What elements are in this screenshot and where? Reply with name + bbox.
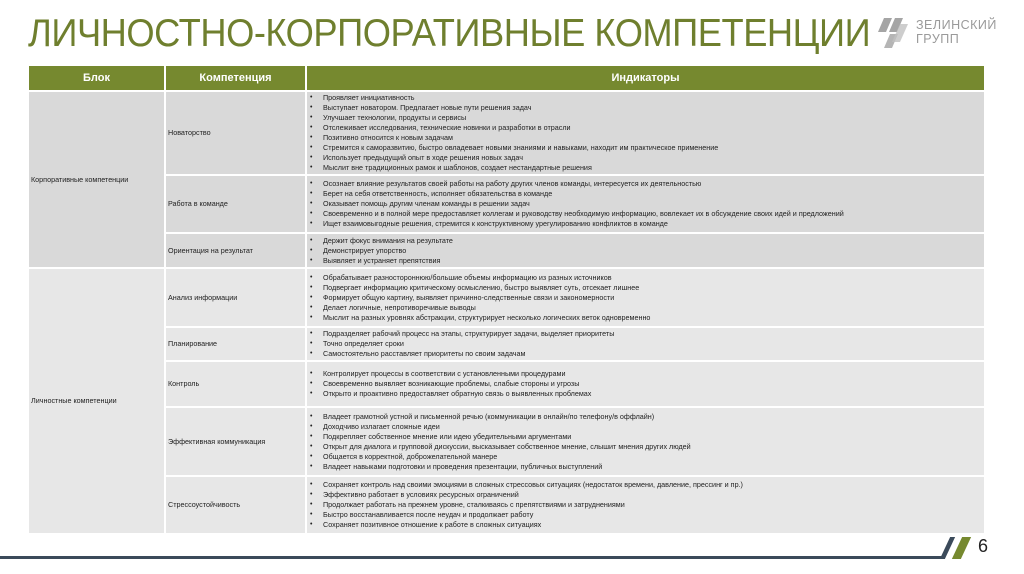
indicator-item: • Ищет взаимовыгодные решения, стремится к конструктивному урегулированию конфликтов в команде	[309, 219, 982, 229]
indicator-item: • Позитивно относится к новым задачам	[309, 133, 982, 143]
indicator-item: • Выступает новатором. Предлагает новые пути решения задач	[309, 103, 982, 113]
logo-mark-icon	[878, 16, 912, 50]
company-logo	[878, 14, 1018, 54]
indicator-list	[309, 411, 982, 473]
indicator-item: • Быстро восстанавливается после неудач и продолжает работу	[309, 510, 982, 520]
block-cell: Личностные компетенции	[28, 268, 165, 534]
indicator-item: • Демонстрирует упорство	[309, 246, 982, 256]
indicator-item: • Улучшает технологии, продукты и сервисы	[309, 113, 982, 123]
indicator-item: • Эффективно работает в условиях ресурсных ограничений	[309, 490, 982, 500]
competency-cell: Работа в команде	[165, 175, 306, 233]
indicator-item: • Самостоятельно расставляет приоритеты по своим задачам	[309, 349, 982, 359]
indicator-item: • Берет на себя ответственность, исполняет обязательства в команде	[309, 189, 982, 199]
indicator-item: • Подвергает информацию критическому осмыслению, быстро выявляет суть, отсекает лишнее	[309, 283, 982, 293]
indicator-item: • Владеет навыками подготовки и проведения презентации, публичных выступлений	[309, 462, 982, 472]
indicator-list	[309, 328, 982, 360]
competency-cell: Контроль	[165, 361, 306, 407]
indicator-item: • Осознает влияние результатов своей работы на работу других членов команды, интересуется их деятельностью	[309, 179, 982, 189]
table-row	[28, 233, 985, 268]
indicator-item: • Выявляет и устраняет препятствия	[309, 256, 982, 266]
indicators-cell	[306, 268, 985, 327]
table-row	[28, 91, 985, 175]
indicators-cell	[306, 233, 985, 268]
indicator-item: • Сохраняет контроль над своими эмоциями в сложных стрессовых ситуациях (недостаток времени, давление, прессинг и пр.)	[309, 480, 982, 490]
indicator-item: • Контролирует процессы в соответствии с установленными процедурами	[309, 369, 982, 379]
indicator-item: • Доходчиво излагает сложные идеи	[309, 422, 982, 432]
footer-divider	[0, 556, 945, 559]
table-row	[28, 268, 985, 327]
page-title: ЛИЧНОСТНО-КОРПОРАТИВНЫЕ КОМПЕТЕНЦИИ	[28, 12, 871, 55]
indicator-item: • Делает логичные, непротиворечивые выводы	[309, 303, 982, 313]
competency-cell: Стрессоустойчивость	[165, 476, 306, 534]
indicator-item: • Мыслит на разных уровнях абстракции, структурирует несколько логических веток одновременно	[309, 313, 982, 323]
indicator-list	[309, 479, 982, 531]
competency-cell: Планирование	[165, 327, 306, 361]
indicator-item: • Обрабатывает разностороннюю/большие объемы информацию из разных источников	[309, 273, 982, 283]
indicators-cell	[306, 91, 985, 175]
indicator-item: • Оказывает помощь другим членам команды в решении задач	[309, 199, 982, 209]
indicators-cell	[306, 361, 985, 407]
indicator-item: • Проявляет инициативность	[309, 93, 982, 103]
header-block: Блок	[28, 66, 165, 91]
indicator-item: • Открыто и проактивно предоставляет обратную связь о выявленных проблемах	[309, 389, 982, 399]
header-competency: Компетенция	[165, 66, 306, 91]
indicator-list	[309, 235, 982, 267]
indicator-item: • Отслеживает исследования, технические новинки и разработки в отрасли	[309, 123, 982, 133]
indicator-item: • Держит фокус внимания на результате	[309, 236, 982, 246]
indicator-item: • Общается в корректной, доброжелательной манере	[309, 452, 982, 462]
table-row	[28, 327, 985, 361]
header-indicators: Индикаторы	[306, 66, 985, 91]
indicator-item: • Подразделяет рабочий процесс на этапы, структурирует задачи, выделяет приоритеты	[309, 329, 982, 339]
table-header-row	[28, 66, 985, 91]
competency-cell: Эффективная коммуникация	[165, 407, 306, 476]
indicator-item: • Сохраняет позитивное отношение к работе в сложных ситуациях	[309, 520, 982, 530]
indicator-item: • Своевременно выявляет возникающие проблемы, слабые стороны и угрозы	[309, 379, 982, 389]
indicator-list	[309, 92, 982, 174]
indicator-item: • Мыслит вне традиционных рамок и шаблонов, создает нестандартные решения	[309, 163, 982, 173]
indicators-cell	[306, 476, 985, 534]
competency-cell: Ориентация на результат	[165, 233, 306, 268]
indicators-cell	[306, 407, 985, 476]
indicator-item: • Открыт для диалога и групповой дискуссии, высказывает собственное мнение, слышит мнения других людей	[309, 442, 982, 452]
table-row	[28, 407, 985, 476]
table-row	[28, 175, 985, 233]
indicator-item: • Владеет грамотной устной и письменной речью (коммуникации в онлайн/по телефону/в оффлайн)	[309, 412, 982, 422]
indicator-list	[309, 178, 982, 230]
indicator-list	[309, 272, 982, 324]
indicator-item: • Точно определяет сроки	[309, 339, 982, 349]
logo-text-line2: ГРУПП	[916, 32, 960, 46]
table-row	[28, 476, 985, 534]
competency-cell: Новаторство	[165, 91, 306, 175]
block-cell: Корпоративные компетенции	[28, 91, 165, 268]
indicators-cell	[306, 327, 985, 361]
indicator-item: • Стремится к саморазвитию, быстро овладевает новыми знаниями и навыками, находит им практическое применение	[309, 143, 982, 153]
indicators-cell	[306, 175, 985, 233]
indicator-item: • Формирует общую картину, выявляет причинно-следственные связи и закономерности	[309, 293, 982, 303]
page-number: 6	[978, 536, 989, 556]
indicator-item: • Подкрепляет собственное мнение или идею убедительными аргументами	[309, 432, 982, 442]
competencies-table	[27, 66, 986, 535]
indicator-item: • Использует предыдущий опыт в ходе решения новых задач	[309, 153, 982, 163]
indicator-list	[309, 368, 982, 400]
competency-cell: Анализ информации	[165, 268, 306, 327]
indicator-item: • Продолжает работать на прежнем уровне, сталкиваясь с препятствиями и затруднениями	[309, 500, 982, 510]
footer-slash-green-icon	[952, 537, 971, 559]
table-row	[28, 361, 985, 407]
logo-text-line1: ЗЕЛИНСКИЙ	[916, 18, 997, 32]
indicator-item: • Своевременно и в полной мере предоставляет коллегам и руководству необходимую информацию, вовлекает их в обсуждение своих идей и предложений	[309, 209, 982, 219]
